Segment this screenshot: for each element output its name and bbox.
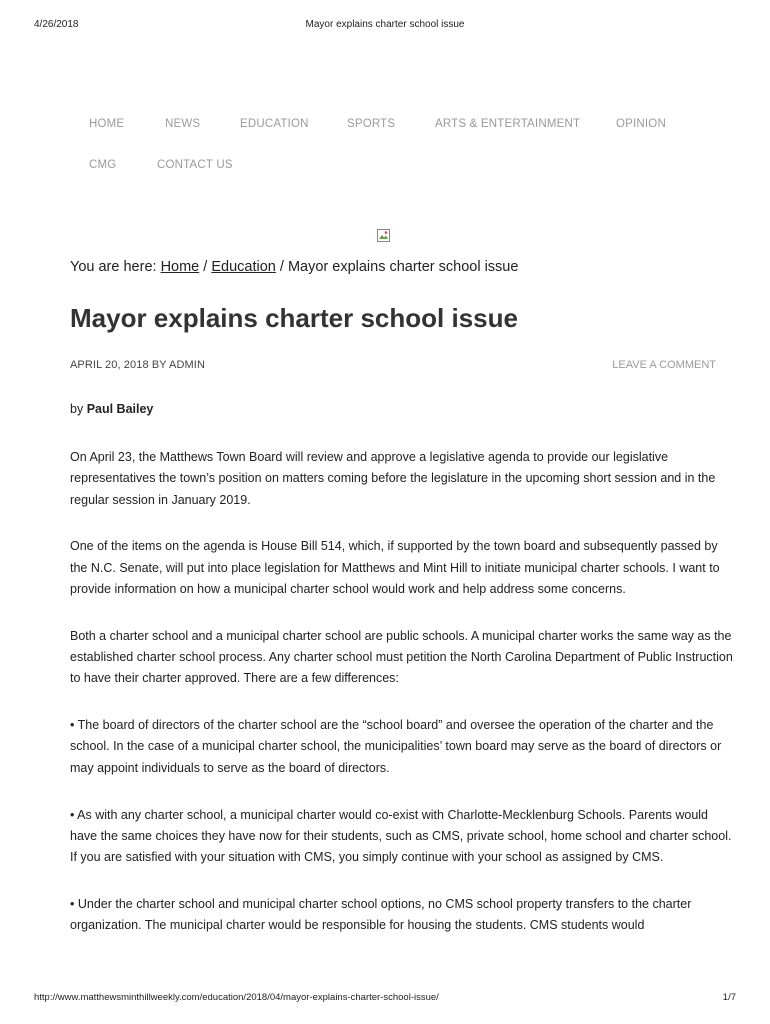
breadcrumb-education-link[interactable]: Education [211,259,276,275]
breadcrumb-prefix: You are here: [70,259,161,275]
author-name: Paul Bailey [86,402,154,416]
nav-item-cmg[interactable]: CMG [89,159,117,171]
nav-item-news[interactable]: NEWS [165,118,201,130]
article-paragraph: • The board of directors of the charter school are the “school board” and oversee the operation of the charter and the school. In the case of a municipal charter school, the municipalities’ town board may serve as the board of directors or may appoint individuals to serve as the board of directors. [70,718,722,775]
byline-prefix: by [70,402,87,416]
nav-item-contact-us[interactable]: CONTACT US [157,159,233,171]
print-page-number: 1/7 [722,992,736,1003]
breadcrumb-current: Mayor explains charter school issue [287,259,519,275]
article-title: Mayor explains charter school issue [70,303,518,333]
article-paragraph: • As with any charter school, a municipal charter would co-exist with Charlotte-Mecklenburg Schools. Parents would have the same choices they have now for their students, such as CMS, private school, home school and charter school. If you are satisfied with your situation with CMS, you simply continue with your school as assigned by CMS. [70,807,732,865]
breadcrumb [70,259,518,275]
nav-item-sports[interactable]: SPORTS [347,118,396,130]
breadcrumb-separator: / [199,259,212,275]
nav-item-home[interactable]: HOME [89,118,125,130]
print-url: http://www.matthewsminthillweekly.com/education/2018/04/mayor-explains-charter-school-issue/ [34,992,439,1003]
breadcrumb-separator: / [275,259,288,275]
nav-item-arts-entertainment[interactable]: ARTS & ENTERTAINMENT [435,118,581,130]
article-meta: APRIL 20, 2018 BY ADMIN [70,359,205,371]
leave-comment-link[interactable]: LEAVE A COMMENT [612,359,716,371]
article-byline [70,402,153,416]
print-date: 4/26/2018 [34,19,79,30]
article-paragraph: • Under the charter school and municipal charter school options, no CMS school property transfers to the charter organization. The municipal charter would be responsible for housing the students. CMS students would [70,896,692,933]
nav-item-education[interactable]: EDUCATION [240,118,309,130]
article-paragraph: On April 23, the Matthews Town Board will review and approve a legislative agenda to provide our legislative representatives the town’s position on matters coming before the legislature in the upcoming short session and in the regular session in January 2019. [70,450,716,507]
article-paragraph: One of the items on the agenda is House Bill 514, which, if supported by the town board and subsequently passed by the N.C. Senate, will put into place legislation for Matthews and Mint Hill to initiate municipal charter schools. I want to provide information on how a municipal charter school would work and help address some concerns. [70,539,720,596]
breadcrumb-home-link[interactable]: Home [160,259,200,275]
nav-item-opinion[interactable]: OPINION [616,118,666,130]
article-paragraph: Both a charter school and a municipal charter school are public schools. A municipal charter works the same way as the established charter school process. Any charter school must petition the North Carolina Department of Public Instruction to have their charter approved. There are a few differences: [70,628,733,686]
article-body [70,447,734,962]
broken-image-icon [377,229,390,242]
print-page-title: Mayor explains charter school issue [305,19,465,30]
